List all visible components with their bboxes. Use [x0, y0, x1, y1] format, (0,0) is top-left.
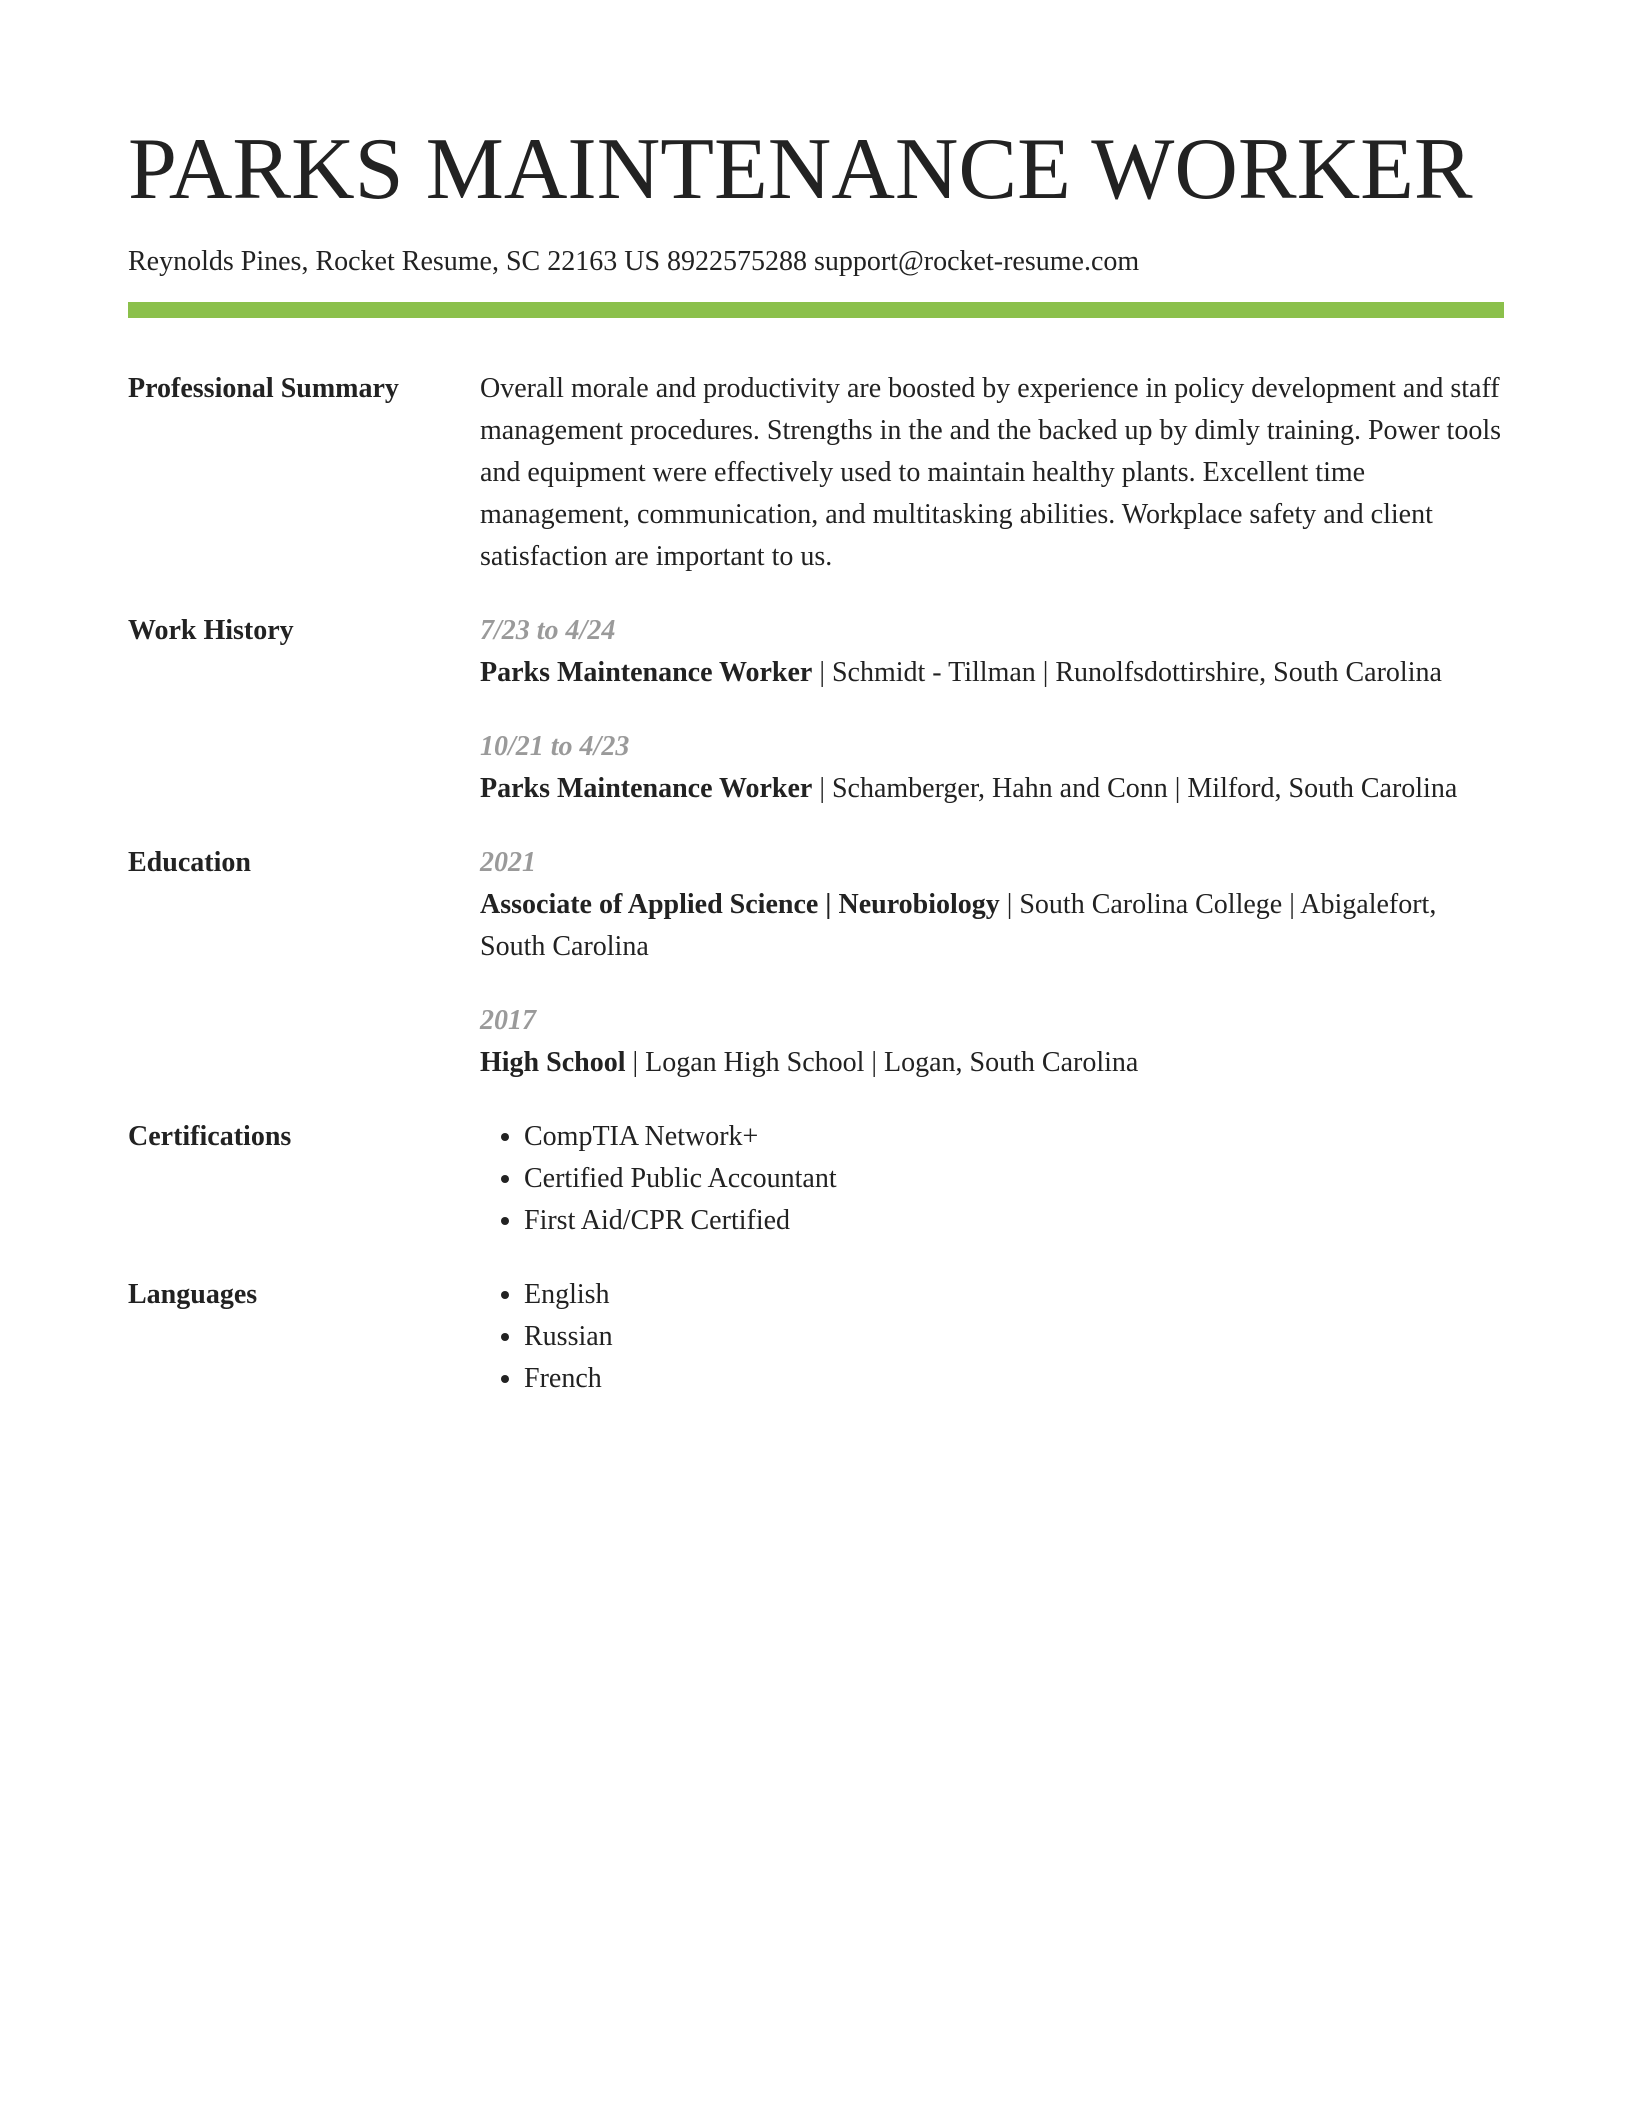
resume-sections — [128, 368, 1504, 1400]
section-title-education: Education — [128, 847, 251, 878]
section-body-work-history — [480, 610, 1504, 810]
language-item: • Russian — [524, 1316, 1504, 1358]
section-body-certifications — [480, 1116, 1504, 1242]
work-entry — [480, 726, 1504, 810]
education-entry-degree: High School — [480, 1047, 626, 1078]
certifications-list — [480, 1116, 1504, 1242]
work-entry-line — [480, 652, 1504, 694]
certification-item: • CompTIA Network+ — [524, 1116, 1504, 1158]
section-title-certifications: Certifications — [128, 1121, 292, 1152]
section-body-education — [480, 842, 1504, 1084]
work-entry-detail: | Schamberger, Hahn and Conn | Milford, South Carolina — [812, 773, 1458, 804]
education-entry-date: 2021 — [480, 847, 536, 878]
work-entry-date: 10/21 to 4/23 — [480, 731, 630, 762]
education-entry-detail: | Logan High School | Logan, South Carolina — [625, 1047, 1139, 1078]
certification-item: • First Aid/CPR Certified — [524, 1200, 1504, 1242]
accent-divider — [128, 302, 1504, 318]
section-summary — [128, 368, 1504, 578]
section-education — [128, 842, 1504, 1084]
work-entry-line — [480, 768, 1504, 810]
education-entry-line — [480, 884, 1504, 968]
education-entry-degree: Associate of Applied Science | Neurobiology — [480, 889, 1000, 920]
language-item: • French — [524, 1358, 1504, 1400]
work-entry-role: Parks Maintenance Worker — [480, 657, 813, 688]
summary-text: Overall morale and productivity are boosted by experience in policy development and staff management procedures. Strengths in the and the backed up by dimly training. Power tools and equipment were effectively used to maintain healthy plants. Excellent time management, communication, and multitasking abilities. Workplace safety and client satisfaction are important to us. — [480, 373, 1501, 572]
section-work-history — [128, 610, 1504, 810]
section-title-languages: Languages — [128, 1279, 258, 1310]
languages-list — [480, 1274, 1504, 1400]
education-entry-date: 2017 — [480, 1005, 536, 1036]
work-entry-detail: | Schmidt - Tillman | Runolfsdottirshire, South Carolina — [812, 657, 1442, 688]
section-body-languages — [480, 1274, 1504, 1400]
work-entry-role: Parks Maintenance Worker — [480, 773, 813, 804]
contact-line: Reynolds Pines, Rocket Resume, SC 22163 US 8922575288 support@rocket-resume.com — [128, 246, 1140, 277]
work-entry-date: 7/23 to 4/24 — [480, 615, 616, 646]
section-title-summary: Professional Summary — [128, 373, 399, 404]
education-entry — [480, 1000, 1504, 1084]
section-title-work-history: Work History — [128, 615, 294, 646]
resume-name: PARKS MAINTENANCE WORKER — [128, 121, 1473, 218]
work-entry — [480, 610, 1504, 694]
education-entry-detail: | South Carolina College | Abigalefort, South Carolina — [480, 889, 1437, 962]
section-certifications — [128, 1116, 1504, 1242]
education-entry — [480, 842, 1504, 968]
section-body-summary — [480, 368, 1504, 578]
section-languages — [128, 1274, 1504, 1400]
certification-item: • Certified Public Accountant — [524, 1158, 1504, 1200]
education-entry-line — [480, 1042, 1504, 1084]
language-item: • English — [524, 1274, 1504, 1316]
